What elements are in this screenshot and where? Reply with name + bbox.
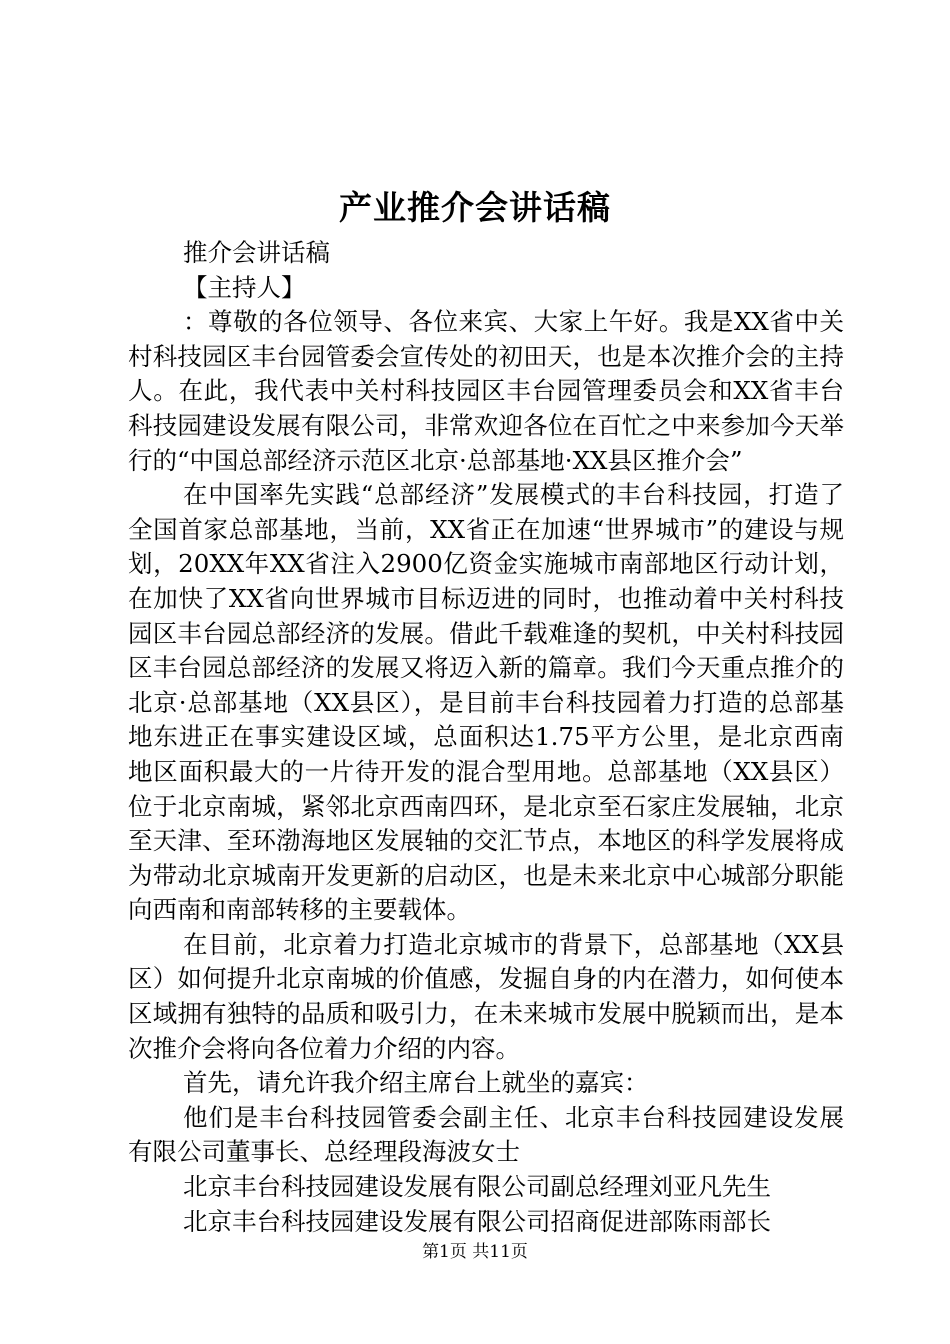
- paragraph-welcome: ：尊敬的各位领导、各位来宾、大家上午好。我是XX省中关村科技园区丰台园管委会宣传处的初田天，也是本次推介会的主持人。在此，我代表中关村科技园区丰台园管理委员会和XX省丰台科技园建设发展有限公司，非常欢迎各位在百忙之中来参加今天举行的“中国总部经济示范区北京·总部基地·XX县区推介会”: [128, 307, 844, 475]
- paragraph-guest-intro: 首先，请允许我介绍主席台上就坐的嘉宾：: [183, 1068, 649, 1098]
- paragraph-subtitle: 推介会讲话稿: [183, 238, 330, 267]
- document-body: [128, 236, 844, 1239]
- paragraph-guest-1: 他们是丰台科技园管委会副主任、北京丰台科技园建设发展有限公司董事长、总经理段海波女士: [128, 1102, 844, 1167]
- paragraph-host-label: 【主持人】: [183, 272, 306, 302]
- page-number-footer: 第1页 共11页: [422, 1242, 528, 1262]
- paragraph-background: 在中国率先实践“总部经济”发展模式的丰台科技园，打造了全国首家总部基地，当前，XX省正在加速“世界城市”的建设与规划，20XX年XX省注入2900亿资金实施城市南部地区行动计划，在加快了XX省向世界城市目标迈进的同时，也推动着中关村科技园区丰台园总部经济的发展。借此千载难逢的契机，中关村科技园区丰台园总部经济的发展又将迈入新的篇章。我们今天重点推介的北京·总部基地（XX县区），是目前丰台科技园着力打造的总部基地东进正在事实建设区域，总面积达1.75平方公里，是北京西南地区面积最大的一片待开发的混合型用地。总部基地（XX县区）位于北京南城，紧邻北京西南四环，是北京至石家庄发展轴，北京至天津、至环渤海地区发展轴的交汇节点，本地区的科学发展将成为带动北京城南开发更新的启动区，也是未来北京中心城部分职能向西南和南部转移的主要载体。: [128, 480, 844, 925]
- paragraph-purpose: 在目前，北京着力打造北京城市的背景下，总部基地（XX县区）如何提升北京南城的价值感，发掘自身的内在潜力，如何使本区域拥有独特的品质和吸引力，在未来城市发展中脱颖而出，是本次推介会将向各位着力介绍的内容。: [128, 929, 844, 1063]
- paragraph-guest-2: 北京丰台科技园建设发展有限公司副总经理刘亚凡先生: [183, 1172, 771, 1202]
- paragraph-guest-3: 北京丰台科技园建设发展有限公司招商促进部陈雨部长: [183, 1206, 771, 1236]
- document-title: 产业推介会讲话稿: [339, 188, 611, 227]
